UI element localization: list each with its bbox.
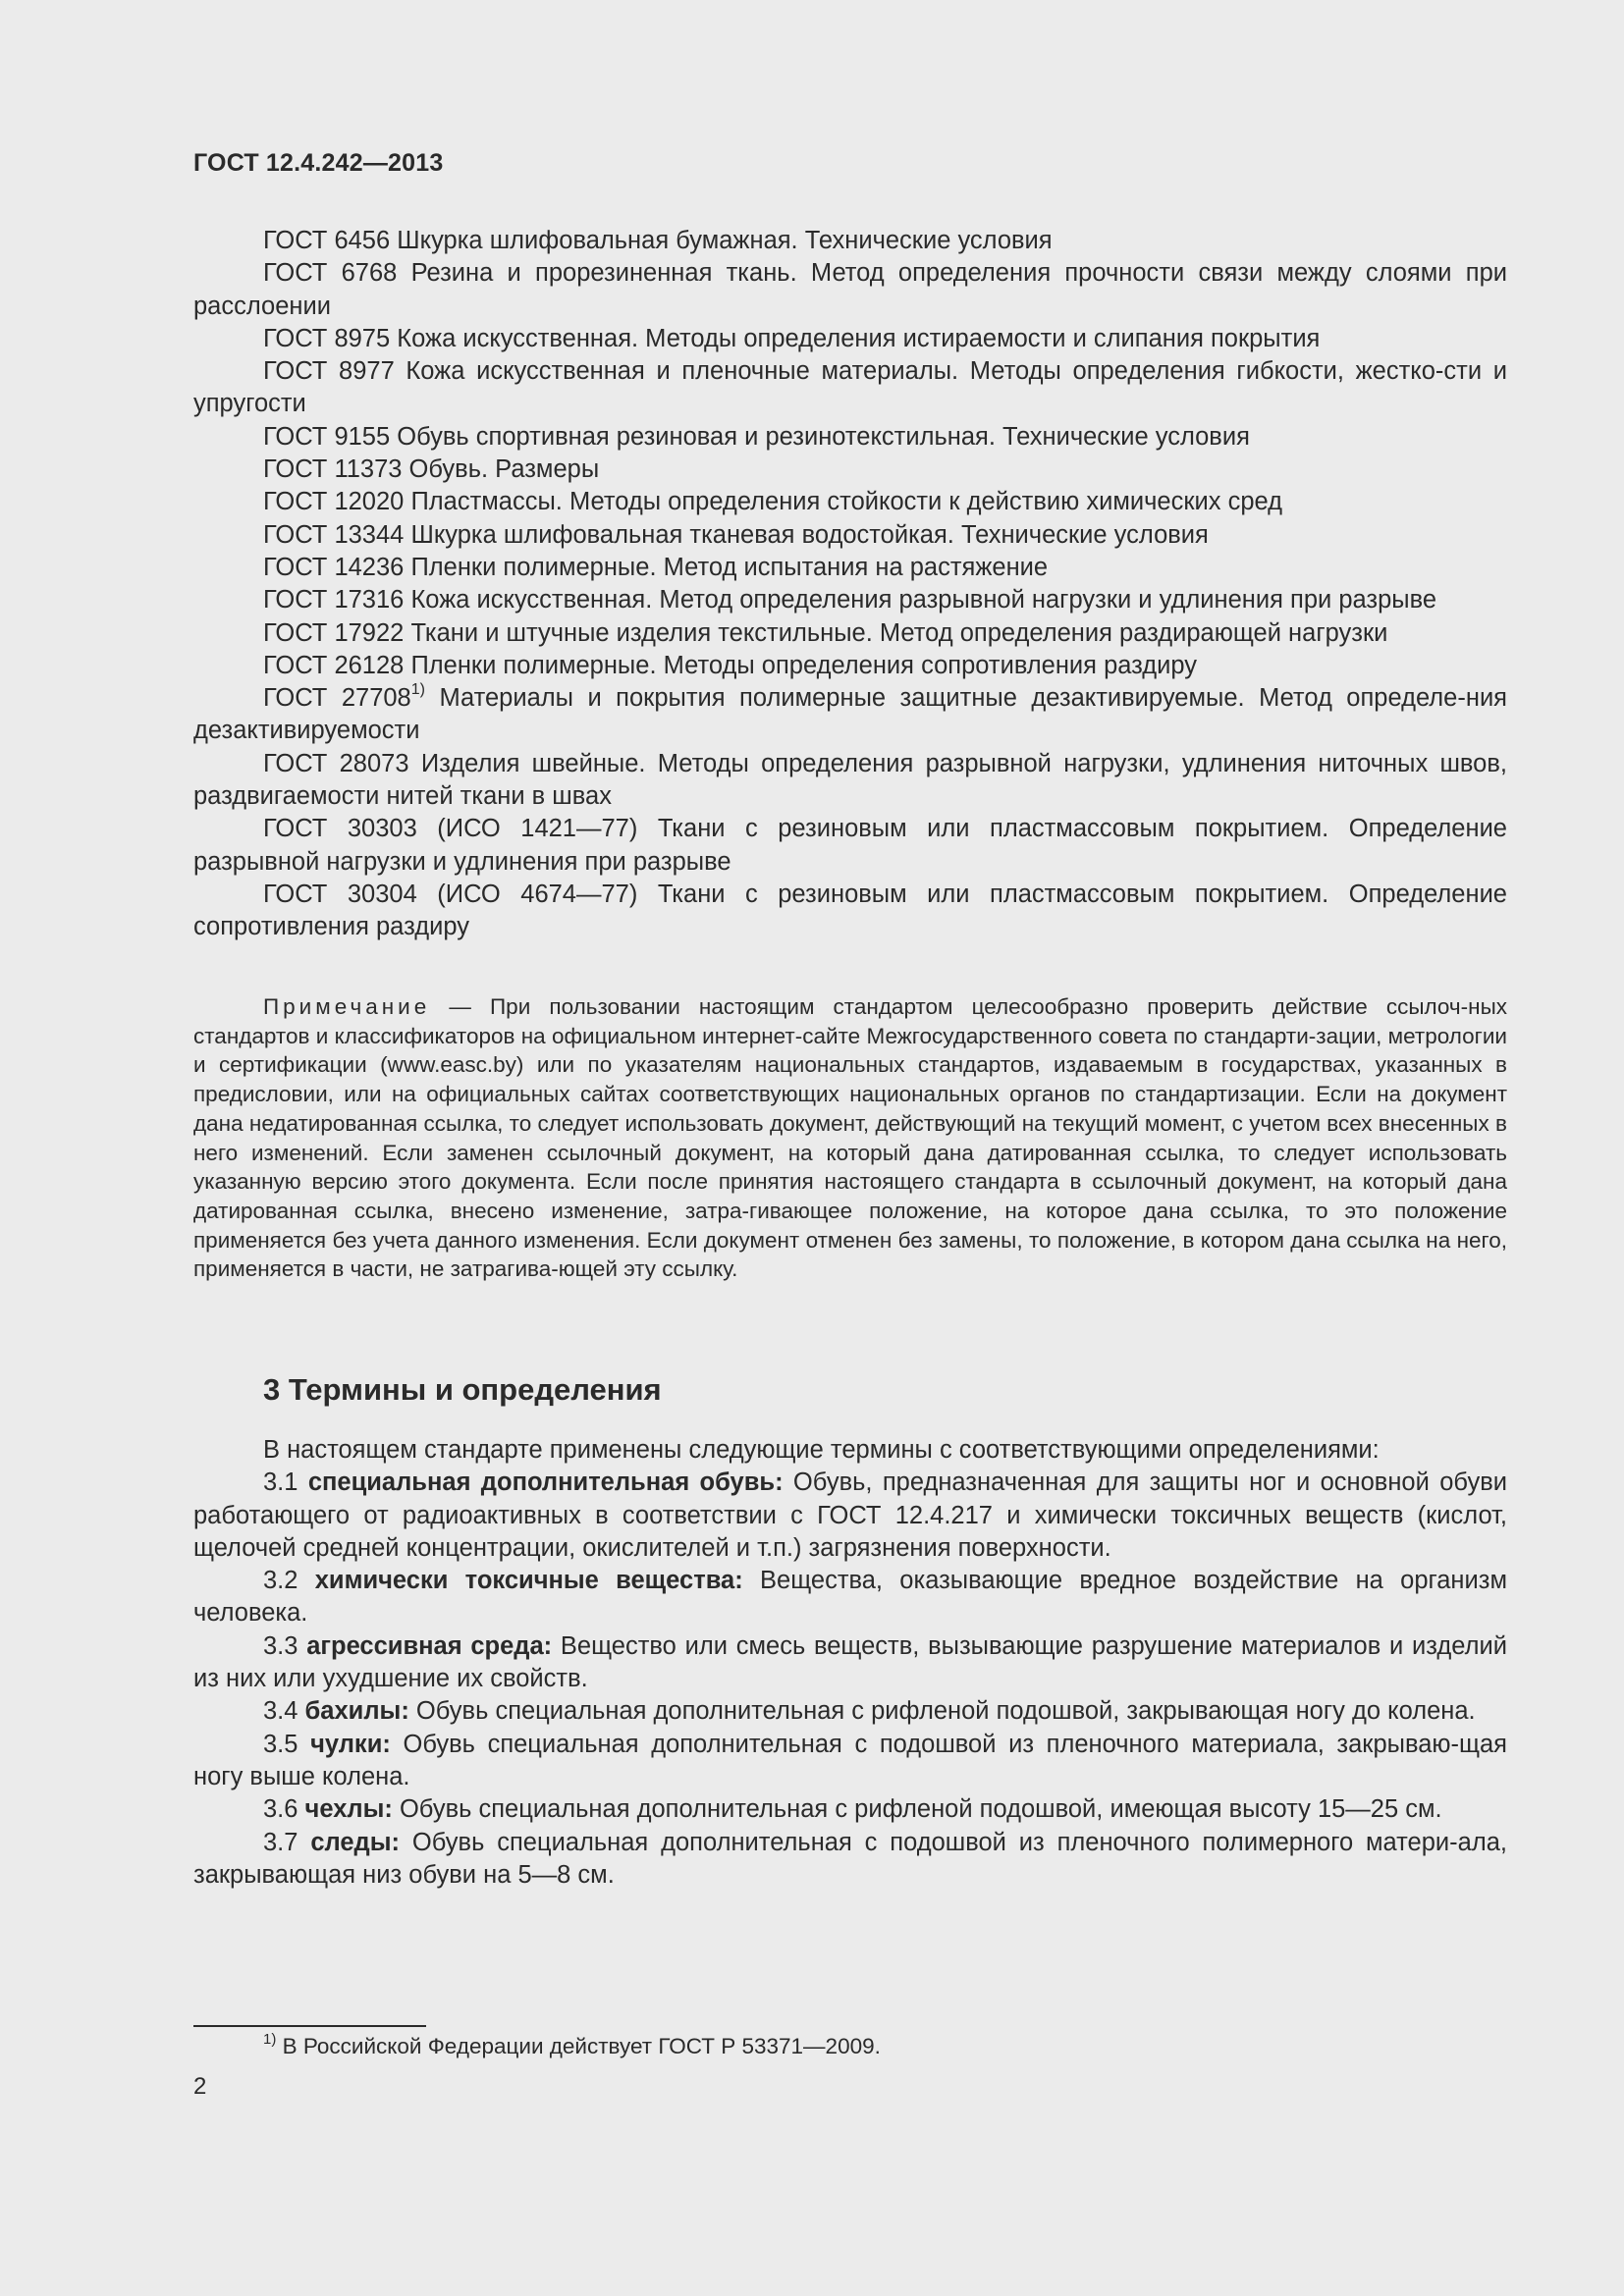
references-list <box>193 225 1507 944</box>
note-label: Примечание <box>263 994 431 1019</box>
reference-item: ГОСТ 9155 Обувь спортивная резиновая и резинотекстильная. Технические условия <box>263 422 1250 451</box>
reference-item: ГОСТ 14236 Пленки полимерные. Метод испытания на растяжение <box>263 553 1049 581</box>
footnote-text: В Российской Федерации действует ГОСТ Р 53371—2009. <box>276 2034 881 2058</box>
term-item: 3.1 специальная дополнительная обувь: Обувь, предназначенная для защиты ног и основной обуви работающего от радиоактивных в соответствии с ГОСТ 12.4.217 и химически токсичных веществ (кислот, щелочей средней концентрации, окислителей и т.п.) загрязнения поверхности. <box>193 1468 1507 1562</box>
term-name: бахилы: <box>304 1697 409 1726</box>
terms-list <box>193 1434 1507 1892</box>
footnote-divider <box>193 2025 426 2027</box>
reference-item: ГОСТ 6456 Шкурка шлифовальная бумажная. Технические условия <box>263 227 1053 254</box>
term-name: специальная дополнительная обувь: <box>307 1468 784 1497</box>
term-item: 3.2 химически токсичные вещества: Вещества, оказывающие вредное воздействие на организм человека. <box>193 1567 1507 1628</box>
term-name: чулки: <box>310 1730 391 1758</box>
reference-item: ГОСТ 11373 Обувь. Размеры <box>263 455 600 484</box>
reference-item: ГОСТ 13344 Шкурка шлифовальная тканевая водостойкая. Технические условия <box>263 520 1209 549</box>
term-item: 3.7 следы: Обувь специальная дополнительная с подошвой из пленочного полимерного матери-ала, закрывающая низ обуви на 5—8 см. <box>193 1828 1507 1889</box>
note-block <box>193 992 1507 1284</box>
term-name: чехлы: <box>304 1795 393 1824</box>
term-item: 3.6 чехлы: Обувь специальная дополнительная с рифленой подошвой, имеющая высоту 15—25 см. <box>263 1795 1442 1824</box>
reference-item: ГОСТ 26128 Пленки полимерные. Методы определения сопротивления раздиру <box>263 651 1198 679</box>
reference-item: ГОСТ 8977 Кожа искусственная и пленочные материалы. Методы определения гибкости, жестко-сти и упругости <box>193 357 1507 418</box>
reference-item: ГОСТ 17316 Кожа искусственная. Метод определения разрывной нагрузки и удлинения при разрыве <box>263 586 1437 614</box>
reference-item: ГОСТ 6768 Резина и прорезиненная ткань. Метод определения прочности связи между слоями при расслоении <box>193 259 1508 320</box>
term-item: 3.4 бахилы: Обувь специальная дополнительная с рифленой подошвой, закрывающая ногу до колена. <box>263 1697 1476 1726</box>
term-name: химически токсичные вещества: <box>314 1567 743 1595</box>
term-item: 3.3 агрессивная среда: Вещество или смесь веществ, вызывающие разрушение материалов и изделий из них или ухудшение их свойств. <box>193 1631 1507 1693</box>
section-title: 3 Термины и определения <box>263 1372 662 1407</box>
term-name: следы: <box>310 1828 401 1856</box>
footnote-marker: 1) <box>410 681 425 699</box>
term-item: 3.5 чулки: Обувь специальная дополнительная с подошвой из пленочного материала, закрываю-щая ногу выше колена. <box>193 1730 1507 1790</box>
reference-item: ГОСТ 8975 Кожа искусственная. Методы определения истираемости и слипания покрытия <box>263 324 1321 352</box>
reference-item: ГОСТ 17922 Ткани и штучные изделия текстильные. Метод определения раздирающей нагрузки <box>263 618 1388 647</box>
reference-item: ГОСТ 27708$^{1)}$ Материалы и покрытия полимерные защитные дезактивируемые. Метод определе-ния дезактивируемости <box>193 681 1507 745</box>
terms-intro: В настоящем стандарте применены следующие термины с соответствующими определениями: <box>263 1436 1380 1464</box>
footnote-marker: 1) <box>263 2031 277 2048</box>
reference-item: ГОСТ 28073 Изделия швейные. Методы определения разрывной нагрузки, удлинения ниточных швов, раздвигаемости нитей ткани в швах <box>193 749 1507 811</box>
footnote <box>263 2032 881 2061</box>
page-number: 2 <box>193 2073 207 2100</box>
page-header-doc-code: ГОСТ 12.4.242—2013 <box>193 149 444 177</box>
note-paragraph <box>193 992 1507 1284</box>
term-name: агрессивная среда: <box>306 1631 553 1660</box>
reference-item: ГОСТ 12020 Пластмассы. Методы определения стойкости к действию химических сред <box>263 488 1283 516</box>
reference-item: ГОСТ 30304 (ИСО 4674—77) Ткани с резиновым или пластмассовым покрытием. Определение сопротивления раздиру <box>193 880 1507 941</box>
reference-item: ГОСТ 30303 (ИСО 1421—77) Ткани с резиновым или пластмассовым покрытием. Определение разрывной нагрузки и удлинения при разрыве <box>193 815 1507 876</box>
note-text: — При пользовании настоящим стандартом целесообразно проверить действие ссылоч-ных стандартов и классификаторов на официальном интернет-сайте Межгосударственного совета по стандарти-зации, метрологии и сертификации (www.easc.by) или по указателям национальных стандартов, издаваемым в государствах, указанных в предисловии, или на официальных сайтах соответствующих национальных органов по стандартизации. Если на документ дана недатированная ссылка, то следует использовать документ, действующий на текущий момент, с учетом всех внесенных в него изменений. Если заменен ссылочный документ, на который дана датированная ссылка, то следует использовать указанную версию этого документа. Если после принятия настоящего стандарта в ссылочный документ, на который дана датированная ссылка, внесено изменение, затра-гивающее положение, на которое дана ссылка, то это положение применяется без учета данного изменения. Если документ отменен без замены, то положение, в котором дана ссылка на него, применяется в части, не затрагива-ющей эту ссылку. <box>193 994 1507 1282</box>
